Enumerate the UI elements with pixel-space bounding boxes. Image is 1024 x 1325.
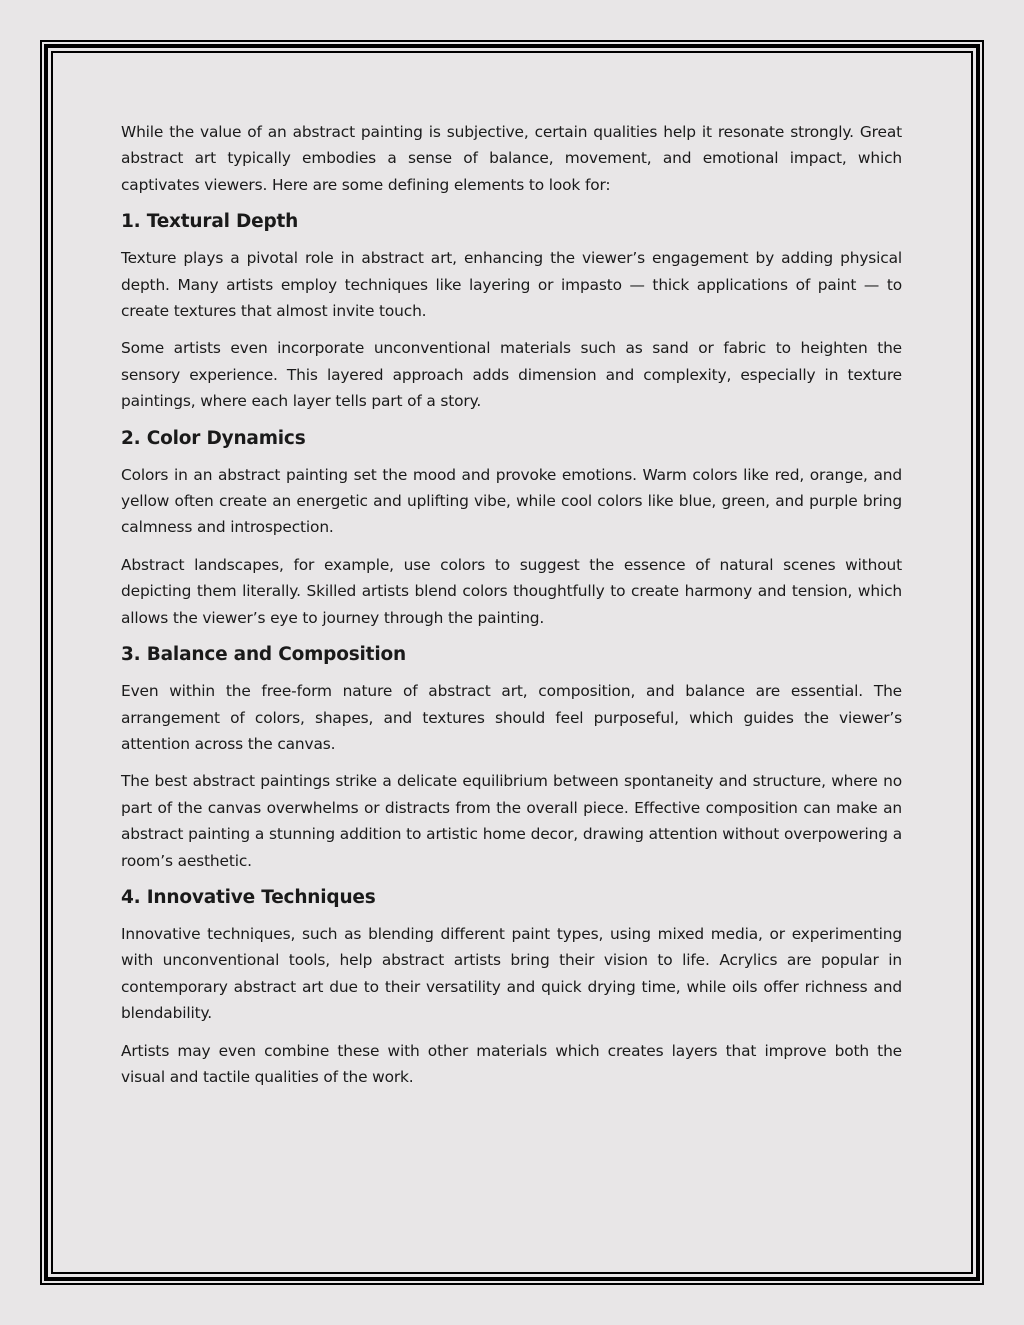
section-heading: 3. Balance and Composition — [121, 644, 406, 666]
section-heading: 1. Textural Depth — [121, 211, 299, 233]
section-heading: 2. Color Dynamics — [121, 427, 306, 449]
section-balance-composition — [121, 642, 902, 874]
paragraph: The best abstract paintings strike a delicate equilibrium between spontaneity and structure, where no part of the canvas overwhelms or distracts from the overall piece. Effective composition can make an abstract painting a stunning addition to artistic home decor, drawing attention without overpowering a room’s aesthetic. — [121, 772, 902, 870]
paragraph: Even within the free-form nature of abstract art, composition, and balance are essential. The arrangement of colors, shapes, and textures should feel purposeful, which guides the viewer’s attention across the canvas. — [121, 682, 902, 753]
paragraph: Colors in an abstract painting set the mood and provoke emotions. Warm colors like red, orange, and yellow often create an energetic and uplifting vibe, while cool colors like blue, green, and purple bring calmness and introspection. — [121, 465, 902, 537]
section-color-dynamics — [121, 426, 902, 631]
section-textural-depth — [121, 209, 902, 414]
paragraph: Texture plays a pivotal role in abstract art, enhancing the viewer’s engagement by adding physical depth. Many artists employ techniques like layering or impasto — thick applications of paint — to create textures that almost invite touch. — [121, 249, 902, 321]
paragraph: Innovative techniques, such as blending different paint types, using mixed media, or experimenting with unconventional tools, help abstract artists bring their vision to life. Acrylics are popular in contemporary abstract art due to their versatility and quick drying time, while oils offer richness and blendability. — [121, 924, 902, 1023]
paragraph: Artists may even combine these with other materials which creates layers that improve both the visual and tactile qualities of the work. — [121, 1041, 902, 1086]
section-innovative-techniques — [121, 885, 902, 1090]
intro-paragraph: While the value of an abstract painting is subjective, certain qualities help it resonate strongly. Great abstract art typically embodies a sense of balance, movement, and emotional impact, which captivates viewers. Here are some defining elements to look for: — [121, 123, 902, 194]
section-heading: 4. Innovative Techniques — [121, 886, 376, 908]
document-body — [121, 119, 902, 1101]
paragraph: Abstract landscapes, for example, use colors to suggest the essence of natural scenes without depicting them literally. Skilled artists blend colors thoughtfully to create harmony and tension, which allows the viewer’s eye to journey through the painting. — [121, 555, 902, 627]
paragraph: Some artists even incorporate unconventional materials such as sand or fabric to heighten the sensory experience. This layered approach adds dimension and complexity, especially in texture paintings, where each layer tells part of a story. — [121, 339, 902, 411]
